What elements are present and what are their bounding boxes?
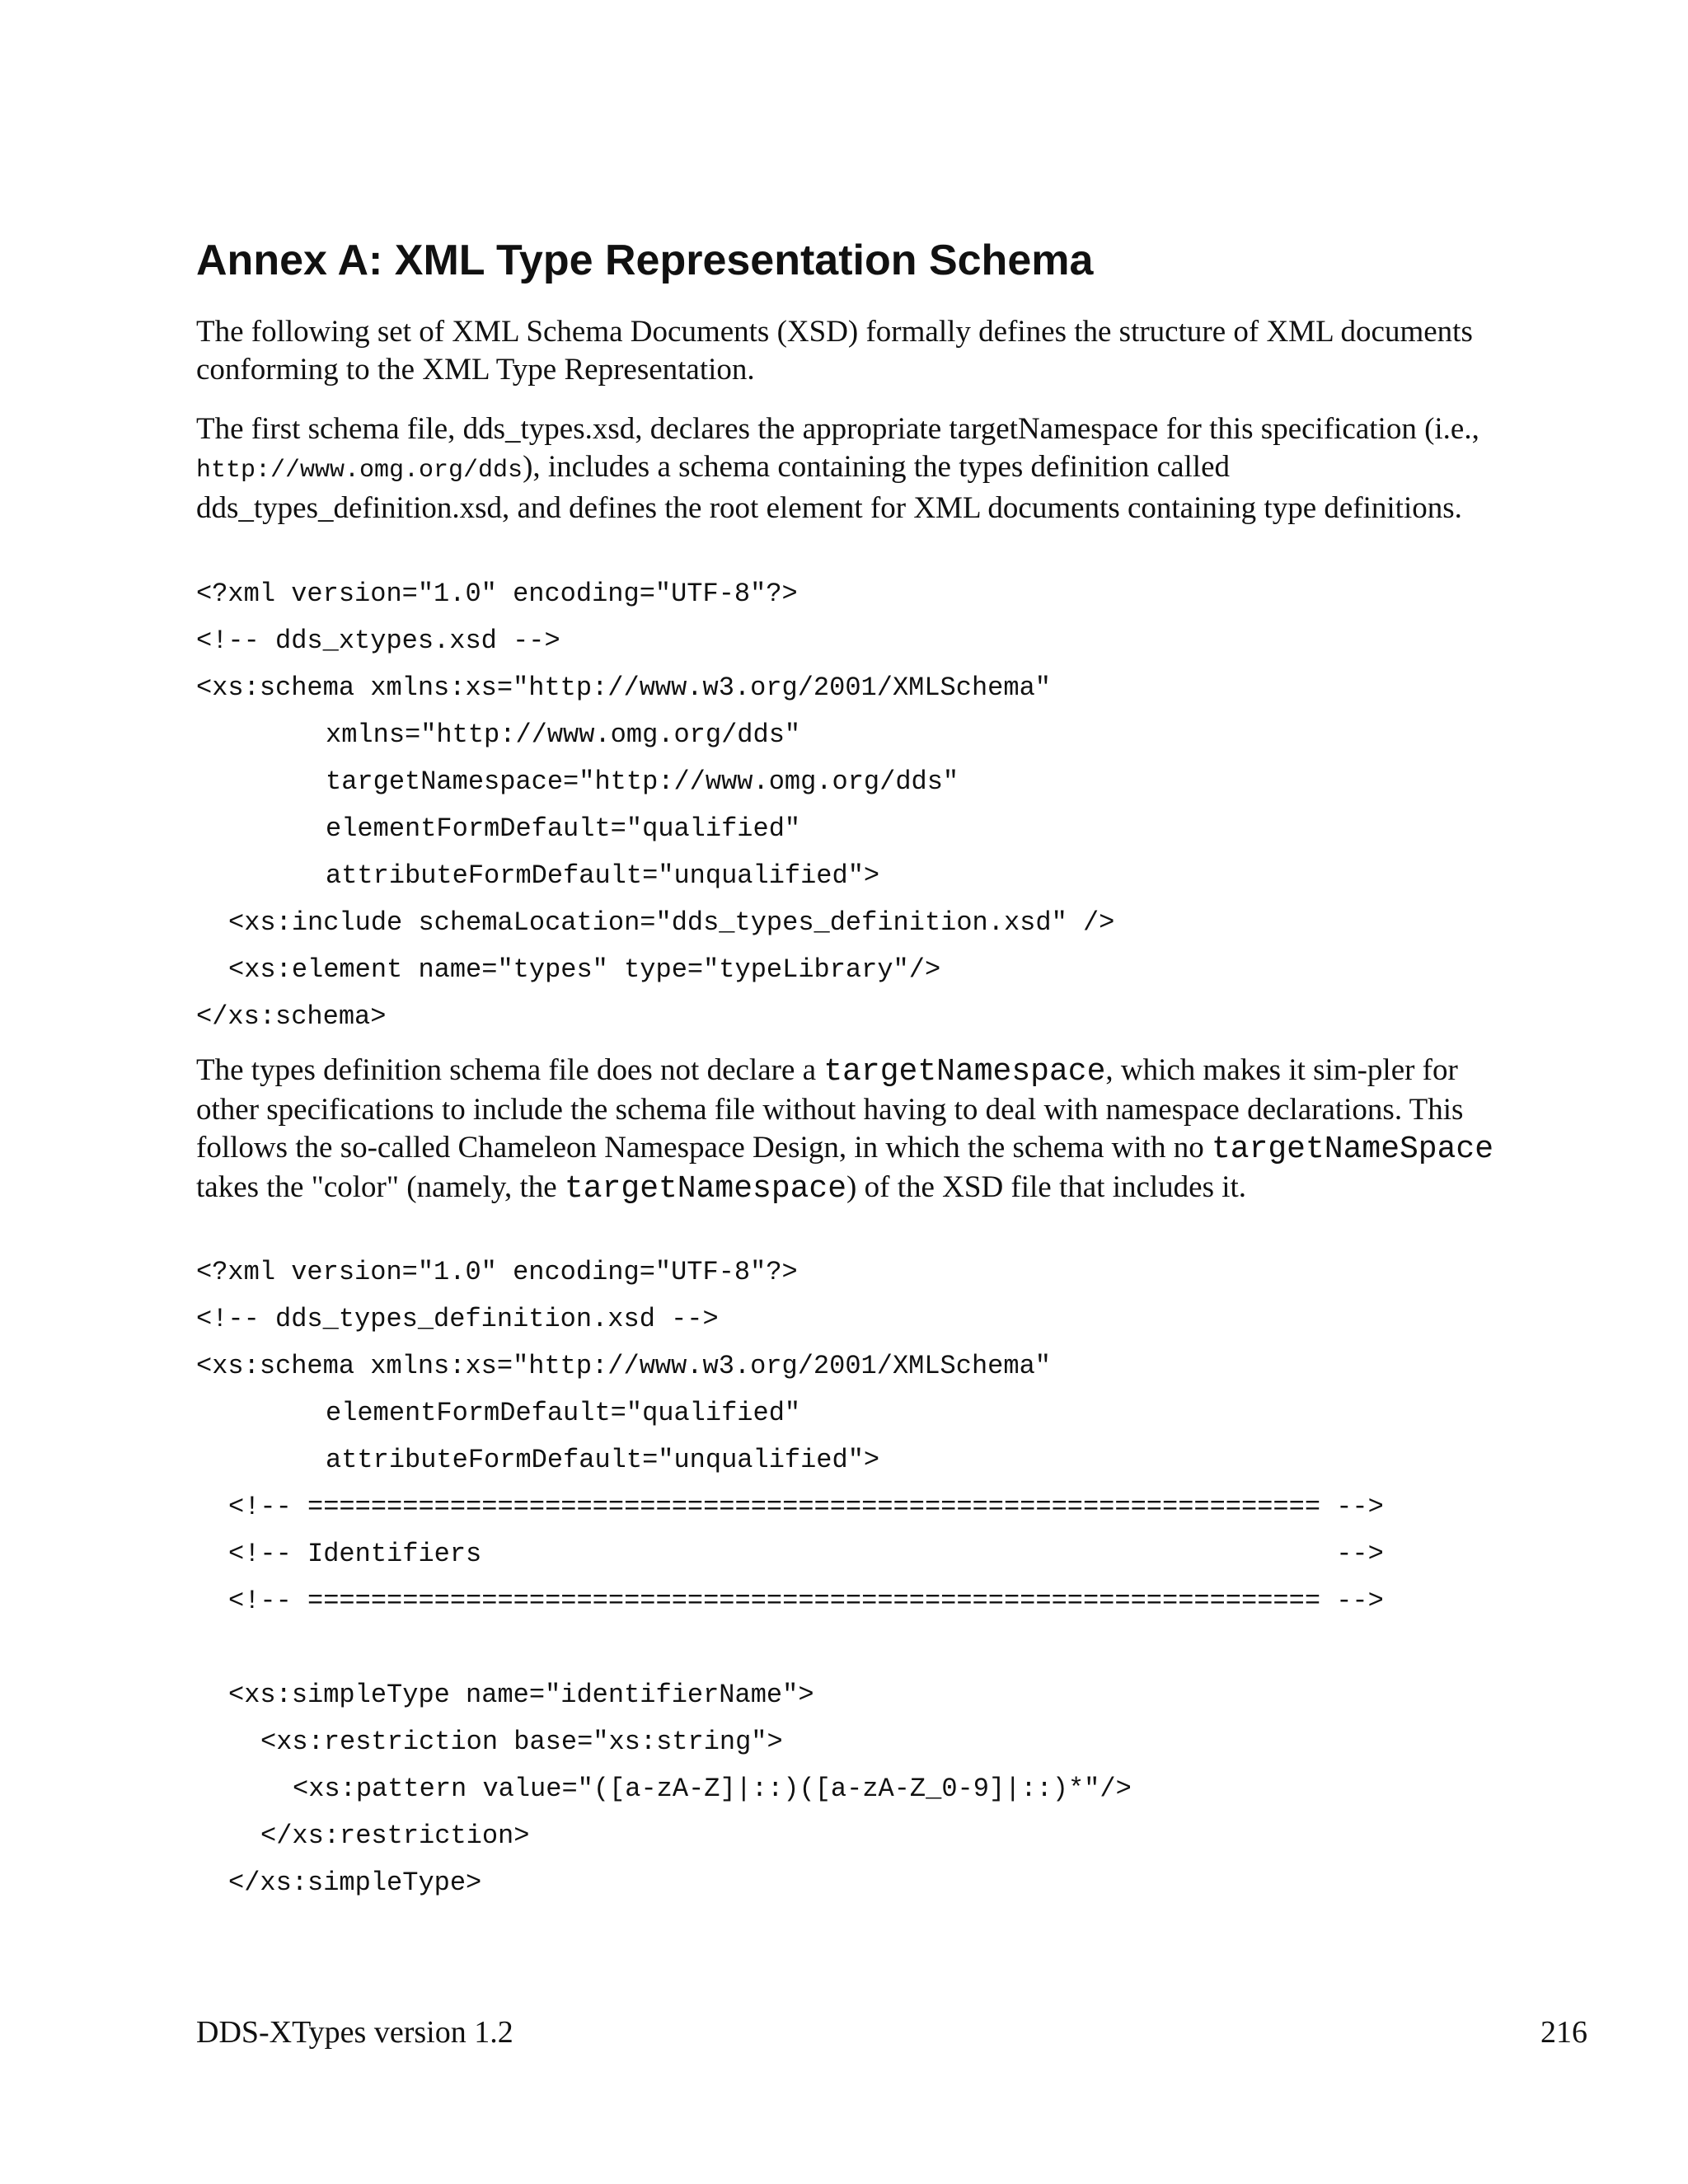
para2-text-before: The first schema file, dds_types.xsd, declares the appropriate targetNamespace for this specification (i.e.,: [196, 412, 1479, 446]
code-line: xmlns="http://www.omg.org/dds": [326, 719, 801, 750]
para3-text: ) of the XSD file that includes it.: [846, 1170, 1247, 1204]
inline-code: targetNamespace: [823, 1054, 1106, 1090]
code-line: elementFormDefault="qualified": [326, 1398, 801, 1428]
para3-text: The types definition schema file does not declare a: [196, 1053, 824, 1087]
code-line: <!-- dds_xtypes.xsd -->: [196, 626, 560, 656]
code-line: targetNamespace="http://www.omg.org/dds": [326, 766, 959, 797]
inline-code: targetNameSpace: [1211, 1132, 1494, 1167]
schema-file-paragraph: [196, 410, 1515, 527]
code-line: <xs:restriction base="xs:string">: [260, 1727, 783, 1757]
code-line: attributeFormDefault="unqualified">: [326, 1445, 880, 1475]
namespace-url: http://www.omg.org/dds: [196, 457, 523, 485]
code-line: <!-- Identifiers -->: [228, 1539, 1384, 1569]
code-line: <xs:schema xmlns:xs="http://www.w3.org/2001/XMLSchema": [196, 1351, 1051, 1381]
code-line: </xs:schema>: [196, 1001, 387, 1032]
para2-text-after: ), includes a schema containing the types definition called dds_types_definition.xsd, and defines the root element for XML documents containing type definitions.: [196, 450, 1462, 525]
code-line: <xs:element name="types" type="typeLibrary"/>: [228, 954, 941, 985]
code-line: <!-- ================================================================ -->: [228, 1586, 1384, 1616]
code-line: <xs:simpleType name="identifierName">: [228, 1680, 814, 1710]
code-line: <!-- ================================================================ -->: [228, 1492, 1384, 1522]
footer-page-number: 216: [1540, 2015, 1587, 2050]
code-line: <xs:pattern value="([a-zA-Z]|::)([a-zA-Z_0-9]|::)*"/>: [293, 1774, 1132, 1804]
code-line: <!-- dds_types_definition.xsd -->: [196, 1304, 719, 1334]
para3-text: takes the "color" (namely, the: [196, 1170, 565, 1204]
code-line: </xs:simpleType>: [228, 1868, 482, 1898]
code-line: </xs:restriction>: [260, 1821, 530, 1851]
inline-code: targetNamespace: [564, 1171, 847, 1207]
code-line: <?xml version="1.0" encoding="UTF-8"?>: [196, 1257, 798, 1287]
annex-title: Annex A: XML Type Representation Schema: [196, 237, 1094, 284]
intro-paragraph: The following set of XML Schema Documents (XSD) formally defines the structure of XML documents conforming to the XML Type Representation.: [196, 315, 1473, 387]
footer-document-version: DDS-XTypes version 1.2: [196, 2015, 513, 2050]
code-line: attributeFormDefault="unqualified">: [326, 860, 880, 891]
code-line: elementFormDefault="qualified": [326, 813, 801, 844]
para3-text: , which makes it sim-pler for other specifications to include the schema file without having to deal with namespace declarations. This follows the so-called Chameleon Namespace Design, in which the schema with no: [196, 1053, 1464, 1165]
chameleon-paragraph: [196, 1052, 1515, 1208]
code-line: <xs:schema xmlns:xs="http://www.w3.org/2001/XMLSchema": [196, 673, 1051, 703]
code-line: <xs:include schemaLocation="dds_types_definition.xsd" />: [228, 907, 1115, 938]
code-line: <?xml version="1.0" encoding="UTF-8"?>: [196, 579, 798, 609]
